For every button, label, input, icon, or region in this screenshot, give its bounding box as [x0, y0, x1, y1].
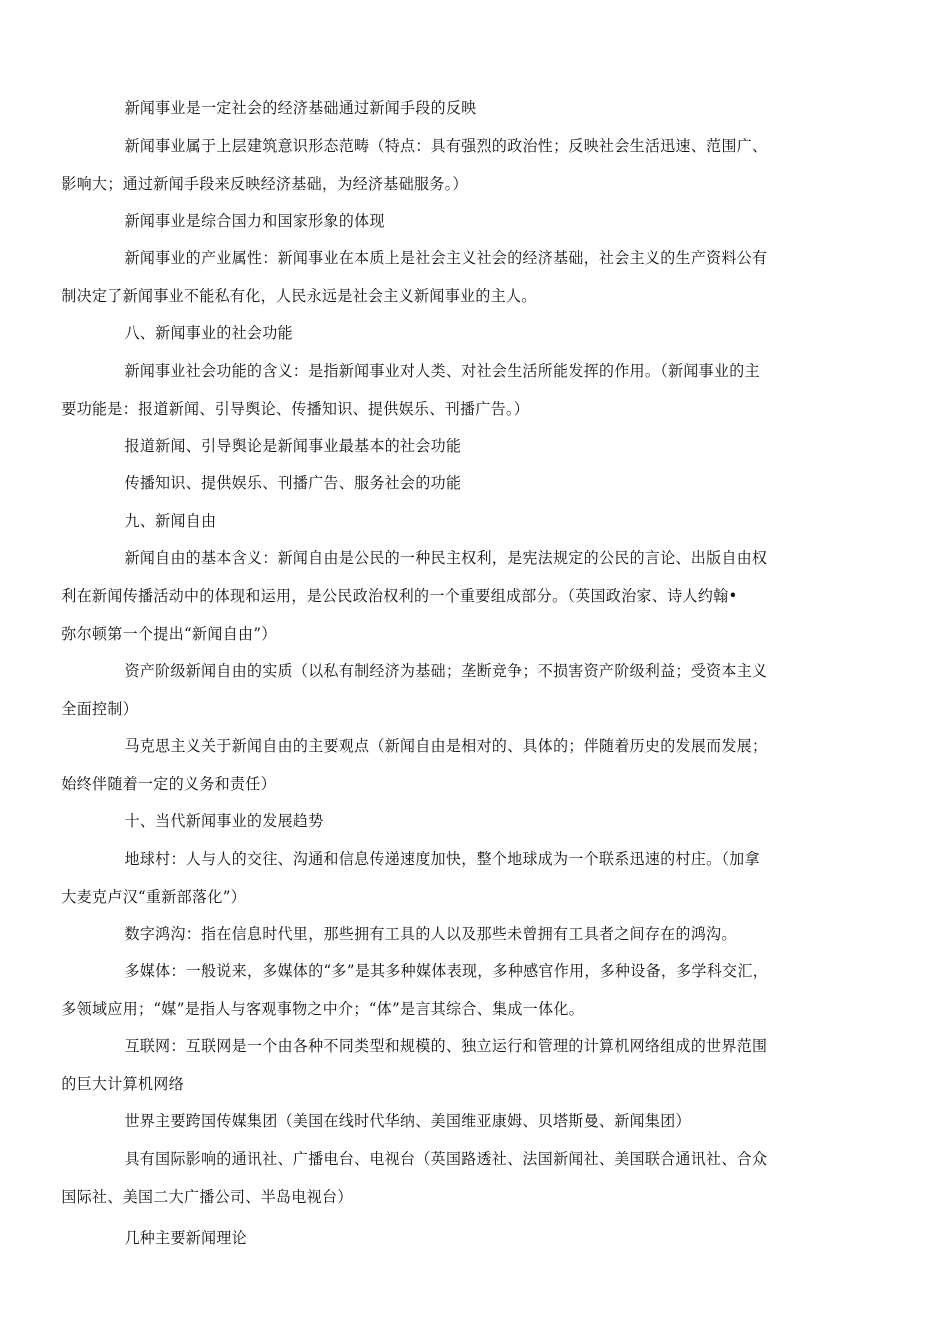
- text-line: 互联网：互联网是一个由各种不同类型和规模的、独立运行和管理的计算机网络组成的世界范围: [124, 1037, 768, 1055]
- text-line: 要功能是：报道新闻、引导舆论、传播知识、提供娱乐、刊播广告。）: [61, 400, 530, 418]
- text-line: 九、新闻自由: [124, 512, 217, 530]
- text-line: 多领域应用；“媒”是指人与客观事物之中介；“体”是言其综合、集成一体化。: [61, 1000, 585, 1018]
- text-line: 利在新闻传播活动中的体现和运用，是公民政治权利的一个重要组成部分。（英国政治家、诗人约翰•: [61, 587, 738, 605]
- text-line: 新闻事业的产业属性：新闻事业在本质上是社会主义社会的经济基础，社会主义的生产资料公有: [124, 249, 768, 267]
- paragraph: [61, 239, 859, 315]
- text-line: 的巨大计算机网络: [61, 1075, 185, 1093]
- paragraph: [93, 1102, 859, 1140]
- text-line: 传播知识、提供娱乐、刊播广告、服务社会的功能: [124, 474, 462, 492]
- text-line: 报道新闻、引导舆论是新闻事业最基本的社会功能: [124, 437, 462, 455]
- paragraph: [61, 1027, 859, 1103]
- paragraph: [93, 915, 859, 953]
- paragraph: [61, 352, 859, 428]
- paragraph: [93, 202, 859, 240]
- paragraph: [61, 652, 859, 728]
- text-line: 几种主要新闻理论: [124, 1229, 248, 1247]
- text-line: 新闻事业社会功能的含义：是指新闻事业对人类、对社会生活所能发挥的作用。（新闻事业的主: [124, 362, 760, 380]
- text-line: 具有国际影响的通讯社、广播电台、电视台（英国路透社、法国新闻社、美国联合通讯社、合众: [124, 1150, 768, 1168]
- text-line: 国际社、美国二大广播公司、半岛电视台）: [61, 1188, 353, 1206]
- text-line: 资产阶级新闻自由的实质（以私有制经济为基础；垄断竞争；不损害资产阶级利益；受资本主义: [124, 662, 768, 680]
- section-heading: [93, 1219, 859, 1257]
- text-line: 数字鸿沟：指在信息时代里，那些拥有工具的人以及那些未曾拥有工具者之间存在的鸿沟。: [124, 925, 737, 943]
- text-line: 弥尔顿第一个提出“新闻自由”）: [61, 625, 277, 643]
- paragraph: [61, 840, 859, 916]
- paragraph: [93, 464, 859, 502]
- text-line: 十、当代新闻事业的发展趋势: [124, 812, 324, 830]
- paragraph: [93, 427, 859, 465]
- paragraph: [93, 89, 859, 127]
- section-heading: [93, 314, 859, 352]
- text-line: 新闻自由的基本含义：新闻自由是公民的一种民主权利，是宪法规定的公民的言论、出版自由权: [124, 549, 768, 567]
- text-line: 大麦克卢汉“重新部落化”）: [61, 888, 247, 906]
- text-line: 全面控制）: [61, 700, 139, 718]
- text-line: 八、新闻事业的社会功能: [124, 324, 293, 342]
- paragraph: [61, 727, 859, 803]
- text-line: 新闻事业是一定社会的经济基础通过新闻手段的反映: [124, 99, 477, 117]
- text-line: 马克思主义关于新闻自由的主要观点（新闻自由是相对的、具体的；伴随着历史的发展而发展；: [124, 737, 768, 755]
- paragraph: [61, 127, 859, 203]
- paragraph: [61, 1140, 859, 1216]
- text-line: 世界主要跨国传媒集团（美国在线时代华纳、美国维亚康姆、贝塔斯曼、新闻集团）: [124, 1112, 691, 1130]
- text-line: 始终伴随着一定的义务和责任）: [61, 775, 277, 793]
- paragraph: [61, 952, 859, 1028]
- text-line: 地球村：人与人的交往、沟通和信息传递速度加快，整个地球成为一个联系迅速的村庄。（加拿: [124, 850, 760, 868]
- text-line: 影响大；通过新闻手段来反映经济基础，为经济基础服务。）: [61, 175, 468, 193]
- text-line: 制决定了新闻事业不能私有化，人民永远是社会主义新闻事业的主人。: [61, 287, 537, 305]
- text-line: 多媒体：一般说来，多媒体的“多”是其多种媒体表现，多种感官作用，多种设备，多学科交汇，: [124, 962, 769, 980]
- section-heading: [93, 802, 859, 840]
- section-heading: [93, 502, 859, 540]
- text-line: 新闻事业属于上层建筑意识形态范畴（特点：具有强烈的政治性；反映社会生活迅速、范围广、: [124, 137, 768, 155]
- text-line: 新闻事业是综合国力和国家形象的体现: [124, 212, 385, 230]
- paragraph: [61, 539, 859, 653]
